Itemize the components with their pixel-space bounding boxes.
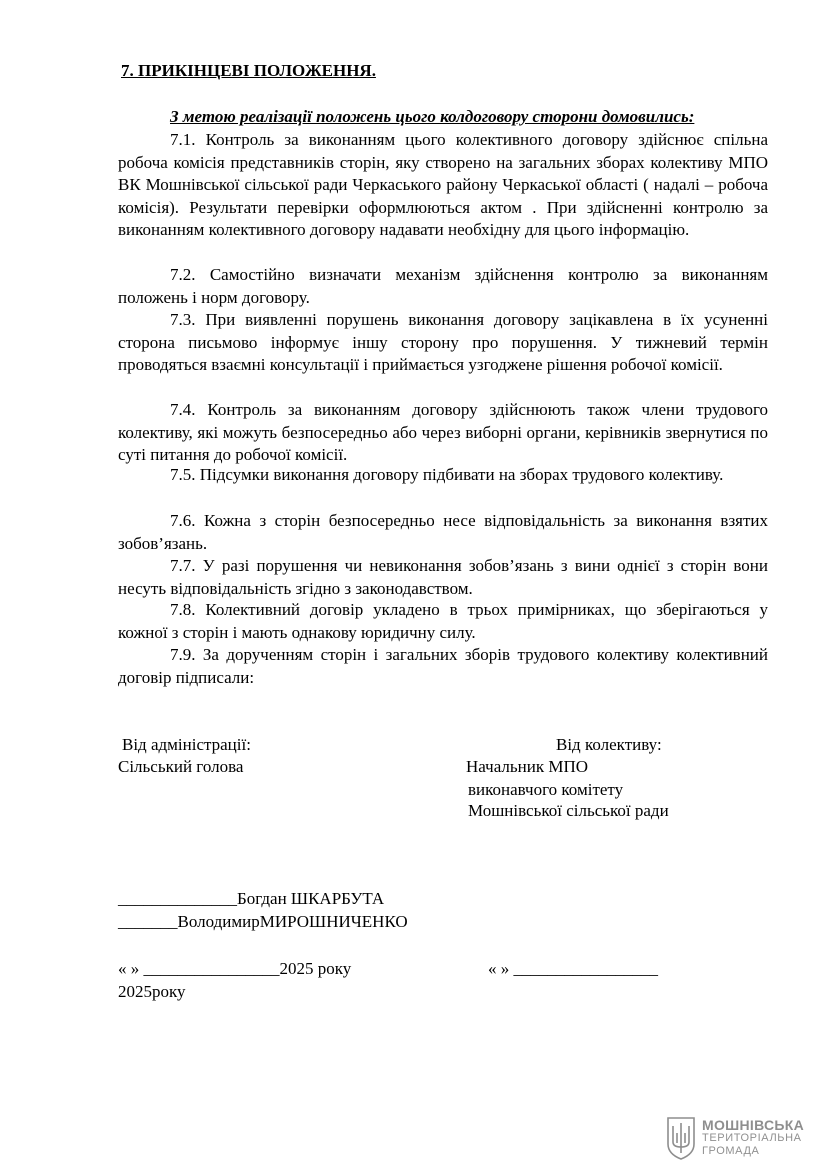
logo-line-2: ТЕРИТОРІАЛЬНА (702, 1131, 802, 1144)
signature-line-2: _______ВолодимирМИРОШНИЧЕНКО (118, 912, 408, 931)
date-line-left: « » ________________2025 року (118, 959, 352, 978)
paragraph-7-7: 7.7. У разі порушення чи невиконання зобов’язань з вини однієї з сторін вони несуть відповідальність згідно з законодавством. (118, 556, 768, 598)
paragraph-7-5: 7.5. Підсумки виконання договору підбивати на зборах трудового колективу. (170, 465, 724, 484)
paragraph-7-2: 7.2. Самостійно визначати механізм здійснення контролю за виконанням положень і норм договору. (118, 265, 768, 307)
paragraph-7-6: 7.6. Кожна з сторін безпосередньо несе відповідальність за виконання взятих зобов’язань. (118, 511, 768, 553)
paragraph-7-4: 7.4. Контроль за виконанням договору здійснюють також члени трудового колективу, які можуть безпосередньо або через виборні органи, керівників звернутися по суті питання до робочої комісії. (118, 400, 768, 464)
community-logo (666, 1115, 806, 1161)
right-party-title-1: Начальник МПО (466, 757, 588, 776)
signature-line-1: ______________Богдан ШКАРБУТА (118, 889, 385, 908)
section-heading: 7. ПРИКІНЦЕВІ ПОЛОЖЕННЯ. (121, 61, 376, 80)
right-party-label: Від колективу: (556, 735, 662, 754)
paragraph-7-3: 7.3. При виявленні порушень виконання договору зацікавлена в їх усуненні сторона письмово інформує іншу сторону про порушення. У тижневий термін проводяться взаємні консультації і приймається узгоджене рішення робочої комісії. (118, 310, 768, 374)
right-party-title-2: виконавчого комітету (468, 780, 624, 799)
date-year-continuation: 2025року (118, 982, 186, 1001)
logo-line-3: ГРОМАДА (702, 1144, 760, 1157)
right-party-title-3: Мошнівської сільської ради (468, 801, 669, 820)
paragraph-7-1: 7.1. Контроль за виконанням цього колективного договору здійснює спільна робоча комісія представників сторін, яку створено на загальних зборах колективу МПО ВК Мошнівської сільської ради Черкаського району Черкаської області ( надалі – робоча комісія). Результати перевірки оформлюються актом . При здійсненні контролю за виконанням колективного договору надавати необхідну для цього інформацію. (118, 130, 768, 239)
paragraph-7-8: 7.8. Колективний договір укладено в трьох примірниках, що зберігаються у кожної з сторін і мають однакову юридичну силу. (118, 600, 768, 642)
left-party-title: Сільський голова (118, 757, 244, 776)
paragraph-7-9: 7.9. За дорученням сторін і загальних зборів трудового колективу колективний договір підписали: (118, 645, 768, 687)
left-party-label: Від адміністрації: (122, 735, 251, 754)
intro-statement: З метою реалізації положень цього колдоговору сторони домовились: (170, 107, 695, 126)
logo-line-1: МОШНІВСЬКА (702, 1116, 805, 1133)
date-line-right: « » _________________ (488, 959, 658, 978)
trident-coat-of-arms-icon (666, 1116, 696, 1160)
